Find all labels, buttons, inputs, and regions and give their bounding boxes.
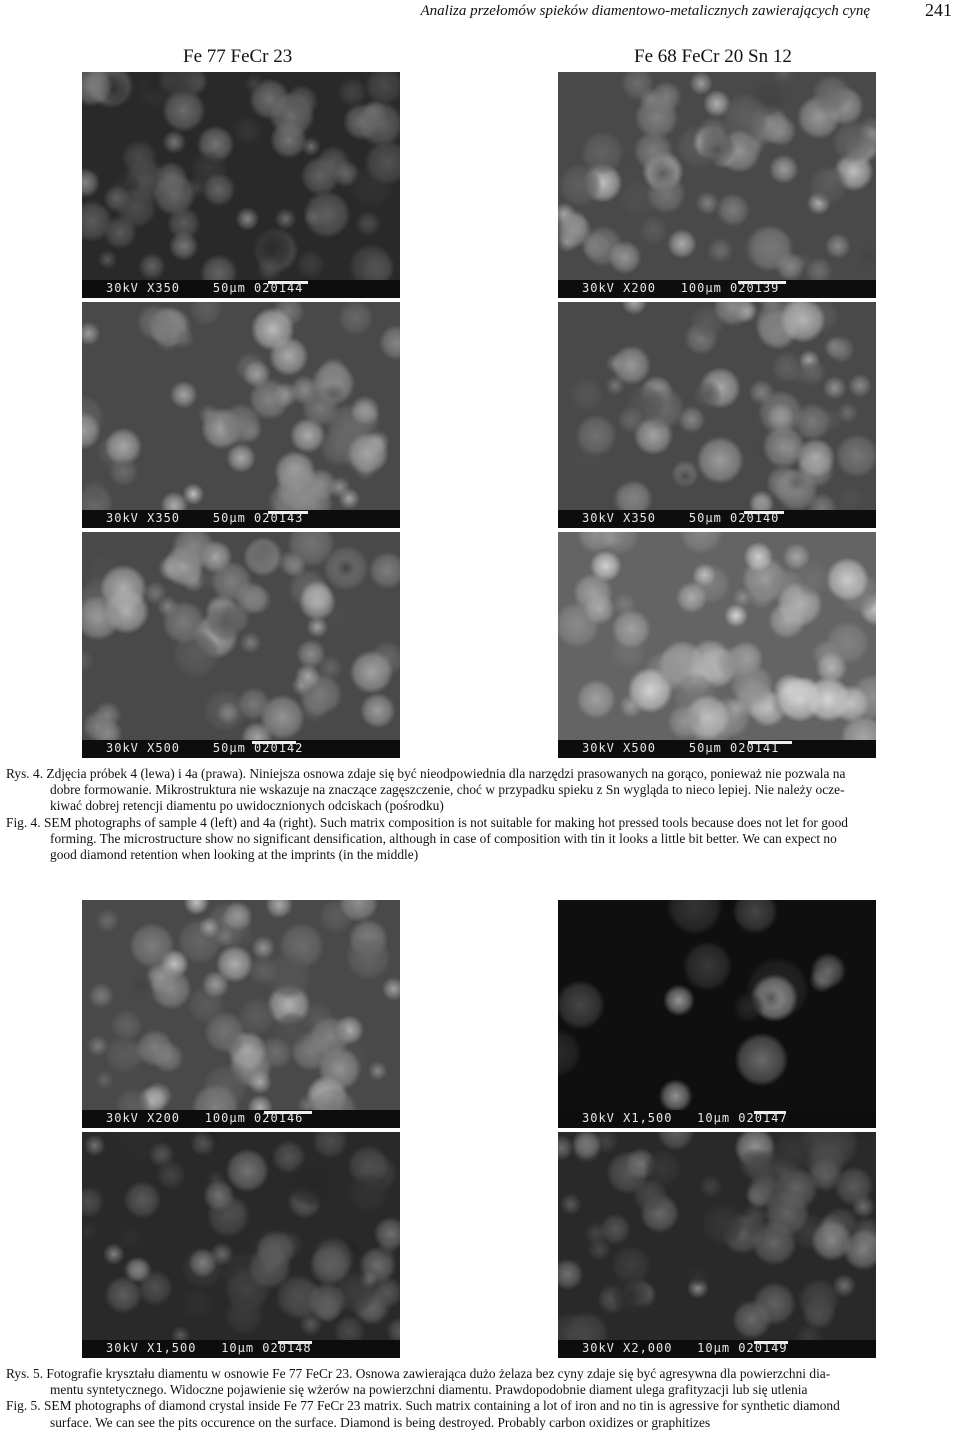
- sem-photo-5-bottom-left: [82, 1132, 400, 1358]
- right-column-title: Fe 68 FeCr 20 Sn 12: [634, 46, 792, 67]
- sem-photo-4-left-middle: [82, 302, 400, 528]
- sem-label: 30kV X500 50µm 020142: [106, 741, 304, 755]
- sem-texture: [82, 1132, 400, 1358]
- sem-photo-4-right-top: [558, 72, 876, 298]
- sem-label: 30kV X350 50µm 020140: [582, 511, 780, 525]
- left-column-title: Fe 77 FeCr 23: [183, 46, 293, 67]
- caption-pl-line: Rys. 4. Zdjęcia próbek 4 (lewa) i 4a (prawa). Niniejsza osnowa zdaje się być nieodpowiednia dla narzędzi prasowanych na gorąco, ponieważ nie pozwala na: [6, 766, 846, 781]
- figure-4-caption: [6, 766, 954, 863]
- sem-texture: [558, 302, 876, 528]
- caption-en-line: forming. The microstructure show no significant densification, although in case of composition with tin it looks a little bit better. We can expect no: [50, 830, 837, 846]
- caption-en-line: Fig. 4. SEM photographs of sample 4 (left) and 4a (right). Such matrix composition is not suitable for making hot pressed tools because does not let for good: [6, 814, 848, 830]
- sem-texture: [82, 72, 400, 298]
- sem-texture: [558, 532, 876, 758]
- sem-texture: [558, 900, 876, 1128]
- sem-photo-4-left-bottom: [82, 532, 400, 758]
- sem-label: 30kV X200 100µm 020146: [106, 1111, 304, 1125]
- sem-label: 30kV X200 100µm 020139: [582, 281, 780, 295]
- sem-texture: [558, 1132, 876, 1358]
- sem-label: 30kV X1,500 10µm 020147: [582, 1111, 788, 1125]
- caption-pl-line: dobre formowanie. Mikrostruktura nie wskazuje na znaczące zagęszczenie, choć w przypadku spieku z Sn wygląda to nieco lepiej. Nie należy ocze-: [50, 782, 845, 798]
- sem-photo-4-right-bottom: [558, 532, 876, 758]
- sem-texture: [82, 302, 400, 528]
- sem-photo-4-left-top: [82, 72, 400, 298]
- sem-texture: [558, 72, 876, 298]
- sem-photo-5-bottom-right: [558, 1132, 876, 1358]
- sem-photo-5-top-left: [82, 900, 400, 1128]
- caption-en-line: Fig. 5. SEM photographs of diamond crystal inside Fe 77 FeCr 23 matrix. Such matrix containing a lot of iron and no tin is agressive for synthetic diamond: [6, 1398, 840, 1414]
- sem-label: 30kV X1,500 10µm 020148: [106, 1341, 312, 1355]
- caption-pl-line: kiwać dobrej retencji diamentu po uwidocznionych odciskach (pośrodku): [50, 798, 444, 814]
- caption-pl-line: Rys. 5. Fotografie kryształu diamentu w osnowie Fe 77 FeCr 23. Osnowa zawierająca dużo żelaza bez cyny zdaje się być agresywna dla powierzchni dia-: [6, 1366, 831, 1381]
- page-number: 241: [925, 0, 952, 20]
- running-header: [0, 0, 960, 22]
- sem-photo-5-top-right: [558, 900, 876, 1128]
- sem-label: 30kV X2,000 10µm 020149: [582, 1341, 788, 1355]
- sem-texture: [82, 900, 400, 1128]
- figure-5-caption: [6, 1366, 954, 1431]
- sem-photo-4-right-middle: [558, 302, 876, 528]
- sem-label: 30kV X350 50µm 020143: [106, 511, 304, 525]
- running-title: Analiza przełomów spieków diamentowo-metalicznych zawierających cynę: [420, 3, 870, 19]
- caption-en-line: good diamond retention when looking at the imprints (in the middle): [50, 847, 419, 863]
- sem-label: 30kV X500 50µm 020141: [582, 741, 780, 755]
- caption-pl-line: mentu syntetycznego. Widoczne pojawienie się wżerów na powierzchni diamentu. Prawdopodobnie diament ulega grafityzacji lub się utlenia: [50, 1382, 808, 1398]
- sem-texture: [82, 532, 400, 758]
- caption-en-line: surface. We can see the pits occurence on the surface. Diamond is being destroyed. Probably carbon oxidizes or graphitizes: [50, 1414, 711, 1430]
- sem-label: 30kV X350 50µm 020144: [106, 281, 304, 295]
